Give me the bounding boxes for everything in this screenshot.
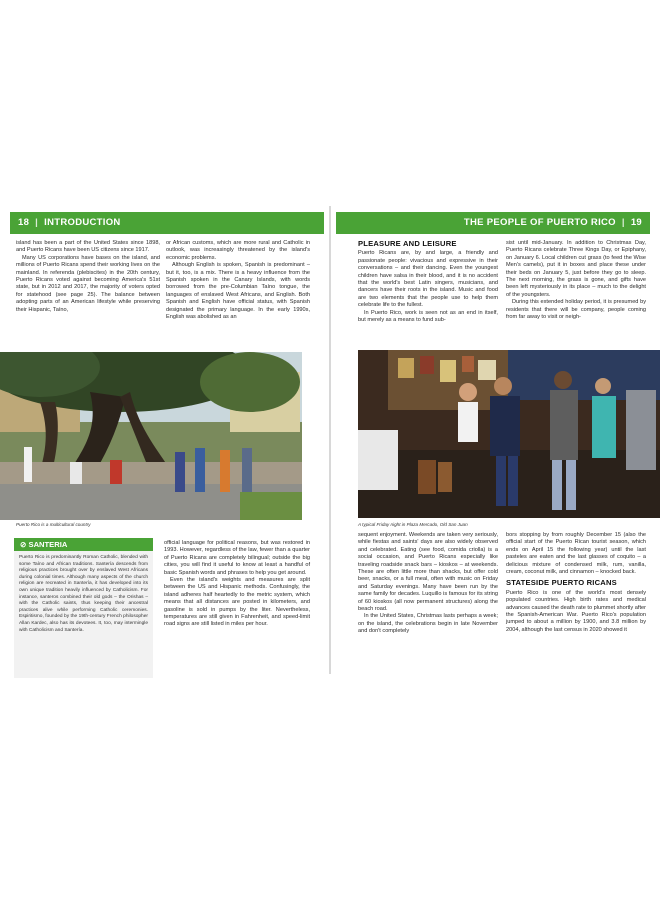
santeria-icon: ⊘ (20, 540, 27, 549)
photo-illustration (0, 352, 302, 520)
paragraph: sequent enjoyment. Weekends are taken very seriously, while fiestas and saints' days are also widely observed and celebrated. Eating (see food, comida criolla) is a social occasion, and Puerto Ricans especially like traveling roadside snack bars – kioskos – at weekends. These are often little more than shacks, but offer cold beer, snacks, or a full meal, often with music on Friday and Saturday evenings. Many have been run by the same family for decades. Luquillo is famous for its string of 60 kioskos (all now permanent structures) along the beach road. (358, 532, 498, 613)
paragraph: sist until mid-January. In addition to Christmas Day, Puerto Ricans celebrate Three Kings Day, or Epiphany, on January 6. Local children cut grass (to feed the Wise Men's camels), put it in boxes and place these under their beds on January 5, just before they go to sleep. The next morning, the grass is gone, and gifts have been left mysteriously in its place – much to the delight of the youngsters. (506, 240, 646, 298)
santeria-box-body: Puerto Rico is predominantly Roman Catholic, blended with some Taíno and African traditions. Santería descends from religious practices brought over by enslaved West Africans during colonial times. Although many aspects of the church religion are recreated in Santería, it has developed into its own unique tradition heavily influenced by Catholicism. For instance, santeros combined their old gods – the Orishas – with the Catholic saints, thus keeping their ancestral practices alive while performing Catholic ceremonies. Espiritismo, founded by the 19th-century French philosopher Allan Kardec, also has its devotees. It, too, may intermingle with Catholicism and Santería. (14, 551, 153, 678)
right-section-title: THE PEOPLE OF PUERTO RICO (463, 217, 616, 228)
left-page-number: 18 (18, 217, 30, 228)
right-photo-plaza-mercado (358, 350, 660, 518)
right-column-1-lower (358, 532, 498, 636)
paragraph: Puerto Ricans are, by and large, a friendly and passionate people: vivacious and expressive in their conversations – and their dancing. Even the youngest children have salsa in their blood, and it is no accident that the world's best Latin singers, musicians, and dancers have their roots in the island. Music and food are two elements that the people use to help them celebrate life to the fullest. (358, 250, 498, 309)
paragraph: During this extended holiday period, it is presumed by residents that there will be company, people coming from far away to visit or neigh- (506, 299, 646, 321)
right-column-2 (506, 240, 646, 321)
santeria-box-header (14, 538, 153, 551)
right-photo-caption: A typical Friday night in Plaza Mercado, Old San Juan (358, 522, 468, 527)
left-photo-banyan-square (0, 352, 302, 520)
right-column-1 (358, 240, 498, 324)
left-column-2-lower (164, 540, 310, 629)
book-spread (0, 206, 660, 674)
paragraph: Puerto Rico is one of the world's most densely populated countries. High birth rates and medical advances caused the death rate to plummet shortly after the Spanish-American War. Puerto Rico's population jumped to about a million by 1900, and 3.8 million by 2004, although the last census in 2020 showed it (506, 589, 646, 633)
left-section-title: INTRODUCTION (44, 217, 121, 228)
right-page-number: 19 (630, 217, 642, 228)
heading-pleasure-and-leisure: PLEASURE AND LEISURE (358, 239, 457, 248)
santeria-box-title: SANTERIA (28, 540, 68, 549)
paragraph: or African customs, which are more rural and Catholic in outlook, was increasingly threatened by the island's economic problems. (166, 240, 310, 261)
paragraph: official language for political reasons, but was restored in 1993. However, regardless of the law, fewer than a quarter of Puerto Ricans are completely bilingual; outside the big cities, you will find it useful to know at least a handful of basic Spanish words and phrases to help you get around. (164, 540, 310, 576)
left-photo-caption: Puerto Rico is a multicultural country (16, 522, 91, 527)
right-column-2-lower (506, 532, 646, 634)
right-running-head: THE PEOPLE OF PUERTO RICO | 19 (336, 212, 650, 234)
paragraph: In Puerto Rico, work is seen not as an end in itself, but merely as a means to fund sub- (358, 309, 498, 324)
paragraph: bors stopping by from roughly December 15 (also the official start of the Puerto Rican tourist season, which ends on April 15 the following year) until the last pasteles are eaten and the last glasses of coquito – a delicious mixture of condensed milk, rum, vanilla, cream, coconut milk, and cinnamon – knocked back. (506, 532, 646, 576)
paragraph: Although English is spoken, Spanish is predominant – but it, too, is a mix. There is a heavy influence from the Spanish spoken in the Canary Islands, with words borrowed from the pre-Columbian Taíno tongue, the languages of enslaved West Africans, and English. Both Spanish and English have official status, with Spanish designated the primary language. In the early 1990s, English was abolished as an (166, 262, 310, 321)
left-running-head: 18 | INTRODUCTION (10, 212, 324, 234)
paragraph: Many US corporations have bases on the island, and millions of Puerto Ricans spend their working lives on the mainland. In referenda (plebiscites) in the 20th century, Puerto Ricans voted against becoming America's 51st state, but in 2012 and 2017, the majority of voters opted for statehood (see page 25). The balance between adopting parts of an American lifestyle while preserving their Hispanic, Taíno, (16, 254, 160, 313)
left-column-1 (16, 240, 160, 314)
heading-stateside-puerto-ricans: STATESIDE PUERTO RICANS (506, 578, 617, 588)
left-column-2 (166, 240, 310, 321)
paragraph: Even the island's weights and measures are split between the US and Hispanic methods. Confusingly, the island adheres half heartedly to the metric system, which means that all distances are posted in kilometers, and gasoline is sold in pumps by the liter. Nevertheless, temperatures are still given in Fahrenheit, and speed-limit road signs are still listed in miles per hour. (164, 577, 310, 628)
photo-illustration (358, 350, 660, 518)
paragraph: In the United States, Christmas lasts perhaps a week; on the island, the celebrations begin in late November and don't completely (358, 613, 498, 635)
gutter (329, 206, 331, 674)
paragraph: island has been a part of the United States since 1898, and Puerto Ricans have been US citizens since 1917. (16, 240, 160, 254)
